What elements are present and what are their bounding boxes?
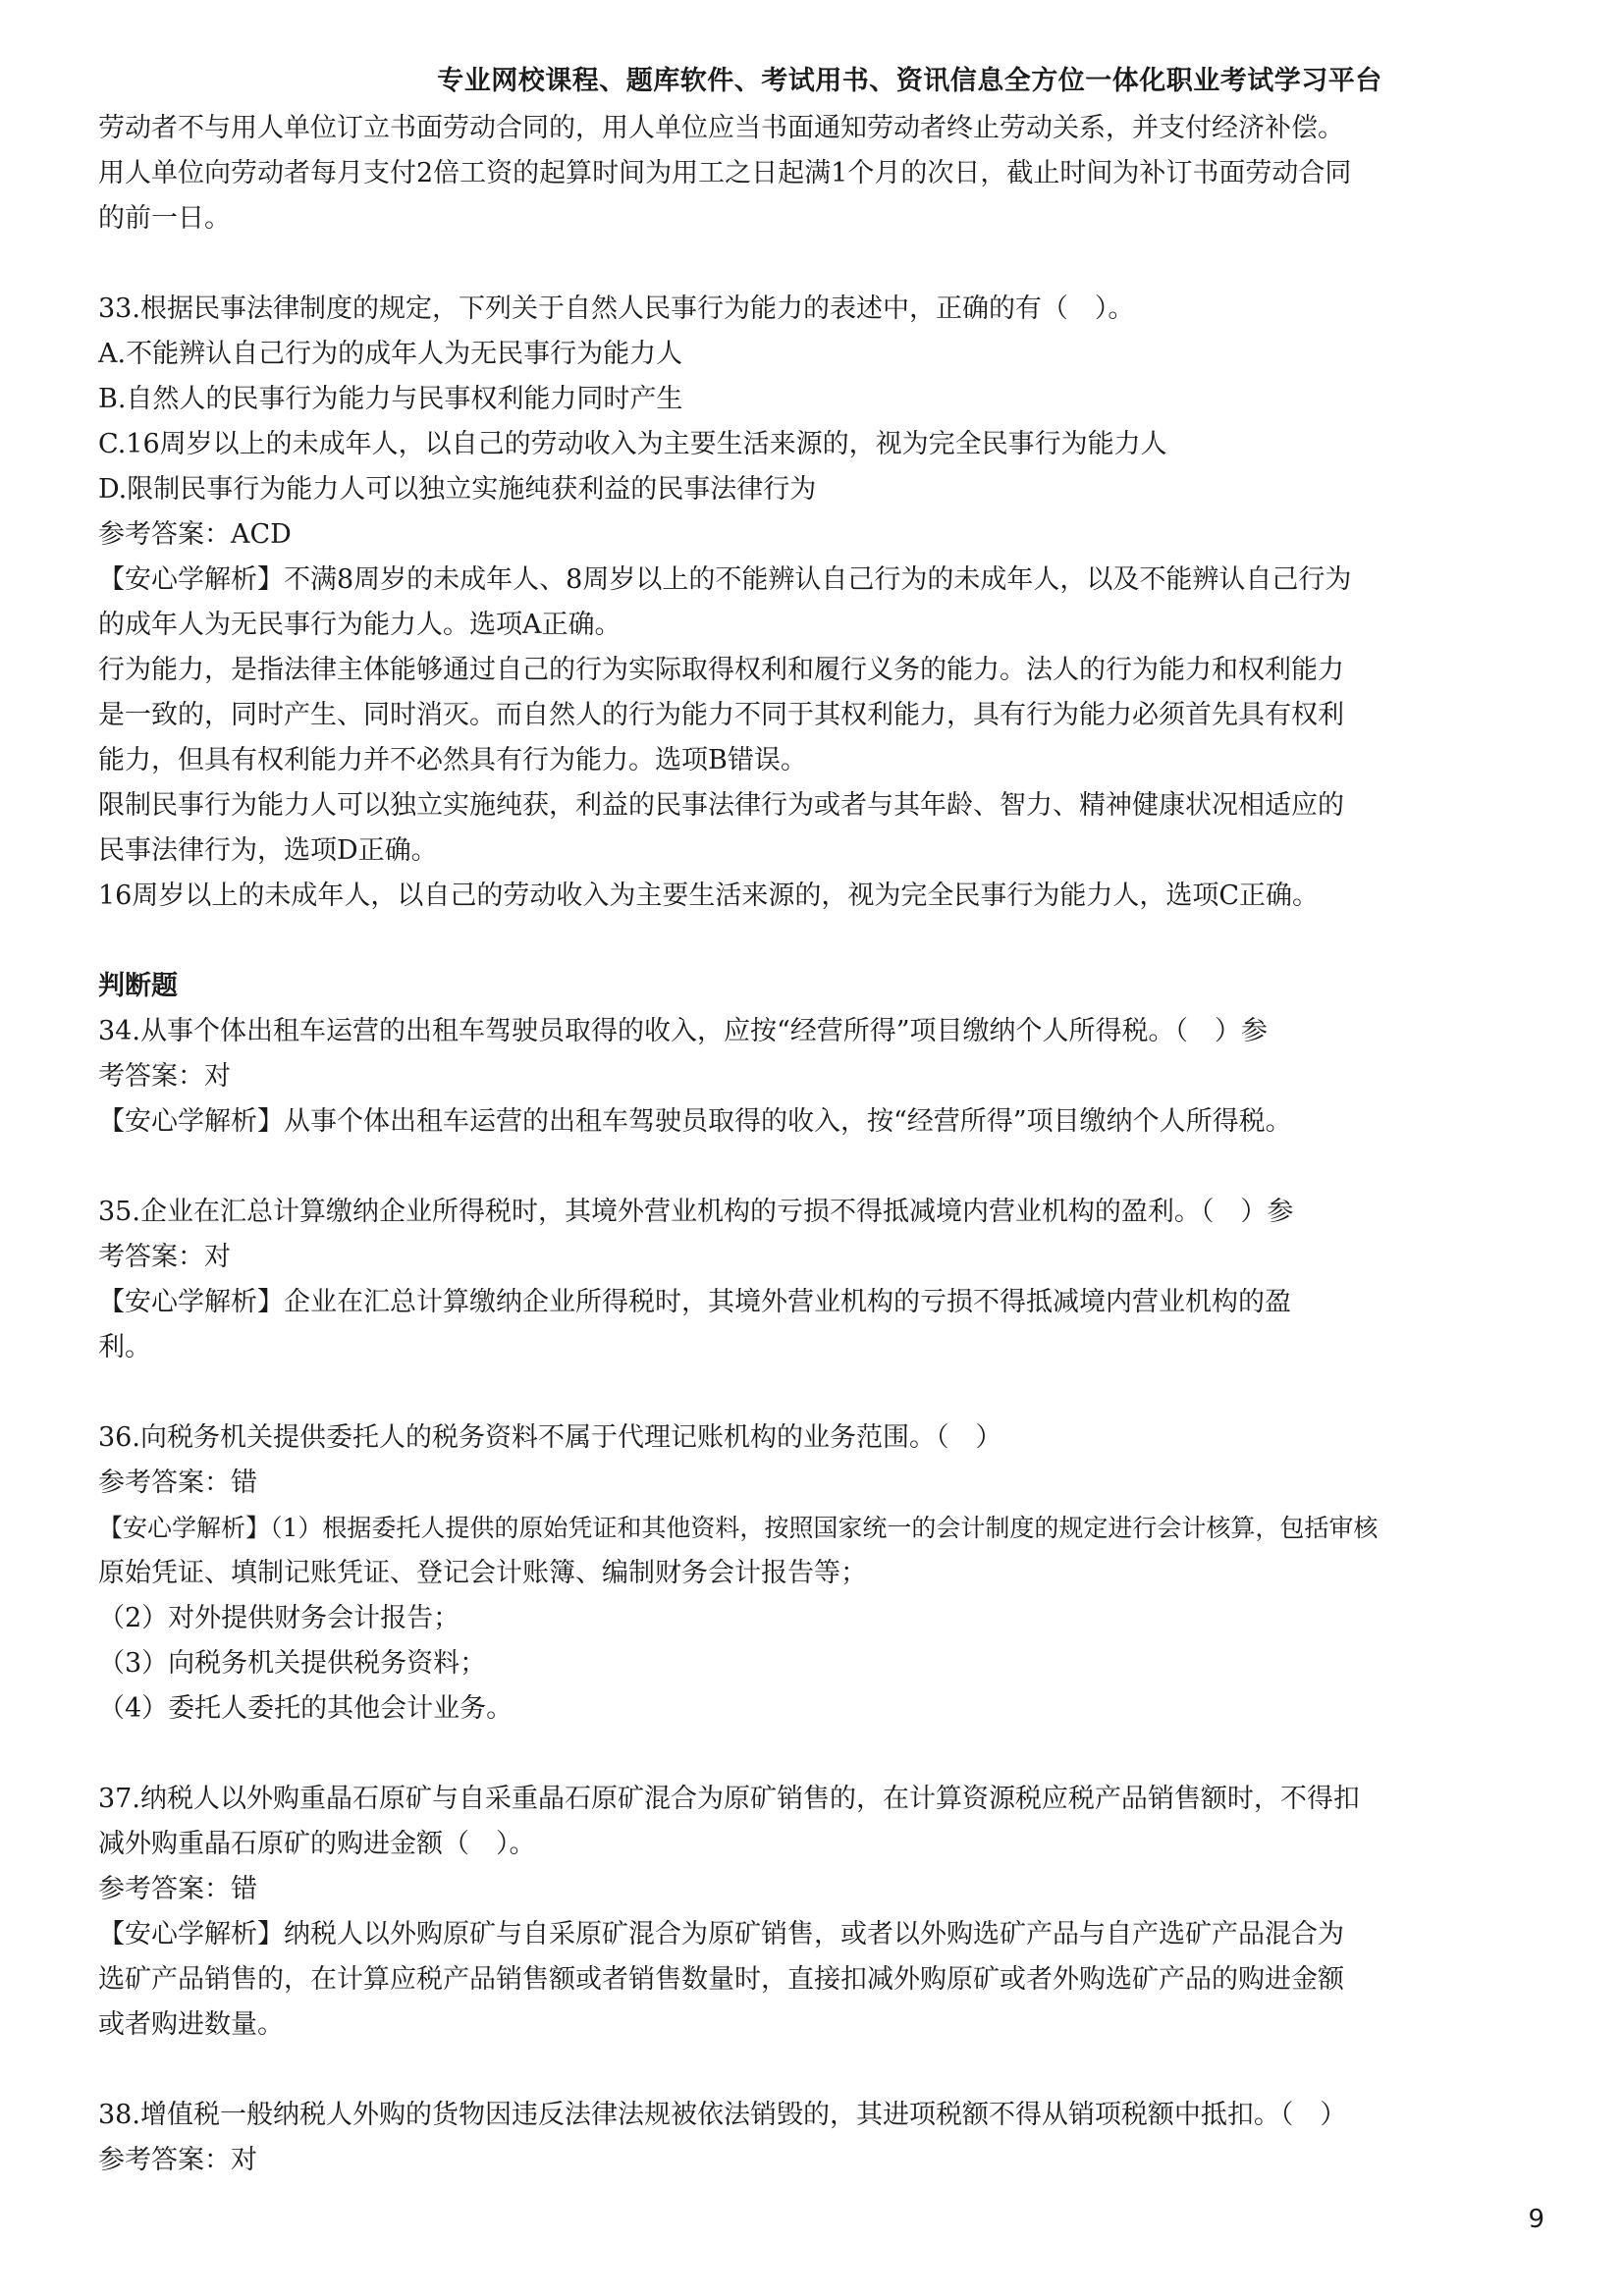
option-b: B.自然人的民事行为能力与民事权利能力同时产生: [98, 384, 683, 414]
section-title: 判断题: [98, 971, 178, 1001]
page-header: 专业网校课程、题库软件、考试用书、资讯信息全方位一体化职业考试学习平台: [437, 66, 1382, 96]
analysis-line: 的成年人为无民事行为能力人。选项A正确。: [98, 610, 622, 640]
question-36: [98, 1415, 1532, 1732]
text-line: 的前一日。: [98, 203, 231, 234]
text-line: 38.增值税一般纳税人外购的货物因违反法律法规被依法销毁的，其进项税额不得从销项税额中抵扣。（ ）: [98, 2100, 1347, 2130]
analysis-line: 16周岁以上的未成年人，以自己的劳动收入为主要生活来源的，视为完全民事行为能力人，选项C正确。: [98, 881, 1320, 911]
analysis-line: 是一致的，同时产生、同时消灭。而自然人的行为能力不同于其权利能力，具有行为能力必须首先具有权利: [98, 700, 1344, 730]
page-number: 9: [1528, 2205, 1544, 2234]
text-line: 利。: [98, 1332, 151, 1362]
text-line: 减外购重晶石原矿的购进金额（ ）。: [98, 1829, 536, 1859]
text-line: （2）对外提供财务会计报告；: [98, 1603, 460, 1633]
option-d: D.限制民事行为能力人可以独立实施纯获利益的民事法律行为: [98, 474, 817, 505]
question-33: [98, 287, 1532, 919]
text-line: 【安心学解析】（1）根据委托人提供的原始凭证和其他资料，按照国家统一的会计制度的规定进行会计核算，包括审核: [98, 1514, 1379, 1542]
option-c: C.16周岁以上的未成年人，以自己的劳动收入为主要生活来源的，视为完全民事行为能力人: [98, 429, 1167, 459]
text-line: 36.向税务机关提供委托人的税务资料不属于代理记账机构的业务范围。（ ）: [98, 1422, 1002, 1453]
text-line: 选矿产品销售的，在计算应税产品销售额或者销售数量时，直接扣减外购原矿或者外购选矿产品的购进金额: [98, 1964, 1344, 1995]
analysis-line: 行为能力，是指法律主体能够通过自己的行为实际取得权利和履行义务的能力。法人的行为能力和权利能力: [98, 655, 1344, 685]
text-line: 或者购进数量。: [98, 2009, 284, 2040]
text-line: （4）委托人委托的其他会计业务。: [98, 1693, 514, 1724]
text-line: 34.从事个体出租车运营的出租车驾驶员取得的收入，应按“经营所得”项目缴纳个人所得税。（ ）参: [98, 1016, 1269, 1046]
text-line: 参考答案：错: [98, 1468, 257, 1498]
question-text: 33.根据民事法律制度的规定，下列关于自然人民事行为能力的表述中，正确的有（ ）。: [98, 294, 1135, 324]
text-line: （3）向税务机关提供税务资料；: [98, 1648, 487, 1679]
text-line: 考答案：对: [98, 1242, 231, 1272]
document-body: [98, 106, 1532, 2183]
text-line: 参考答案：错: [98, 1874, 257, 1904]
question-35: [98, 1190, 1532, 1370]
text-line: 用人单位向劳动者每月支付2倍工资的起算时间为用工之日起满1个月的次日，截止时间为补订书面劳动合同: [98, 158, 1352, 188]
text-line: 【安心学解析】企业在汇总计算缴纳企业所得税时，其境外营业机构的亏损不得抵减境内营业机构的盈: [98, 1287, 1291, 1317]
question-37: [98, 1777, 1532, 2048]
analysis-line: 能力，但具有权利能力并不必然具有行为能力。选项B错误。: [98, 745, 807, 775]
text-line: 考答案：对: [98, 1061, 231, 1092]
text-line: 【安心学解析】纳税人以外购原矿与自采原矿混合为原矿销售，或者以外购选矿产品与自产选矿产品混合为: [98, 1919, 1344, 1949]
analysis-line: 民事法律行为，选项D正确。: [98, 835, 438, 866]
analysis-line: 【安心学解析】不满8周岁的未成年人、8周岁以上的不能辨认自己行为的未成年人，以及不能辨认自己行为: [98, 564, 1352, 595]
text-line: 37.纳税人以外购重晶石原矿与自采重晶石原矿混合为原矿销售的，在计算资源税应税产品销售额时，不得扣: [98, 1784, 1360, 1814]
text-line: 【安心学解析】从事个体出租车运营的出租车驾驶员取得的收入，按“经营所得”项目缴纳个人所得税。: [98, 1106, 1292, 1137]
text-line: 原始凭证、填制记账凭证、登记会计账簿、编制财务会计报告等；: [98, 1558, 867, 1588]
analysis-line: 限制民事行为能力人可以独立实施纯获，利益的民事法律行为或者与其年龄、智力、精神健康状况相适应的: [98, 790, 1344, 821]
answer-line: 参考答案：ACD: [98, 519, 292, 550]
text-line: 劳动者不与用人单位订立书面劳动合同的，用人单位应当书面通知劳动者终止劳动关系，并支付经济补偿。: [98, 113, 1344, 143]
question-34: [98, 1009, 1532, 1145]
question-38: [98, 2093, 1532, 2183]
text-line: 参考答案：对: [98, 2145, 257, 2175]
intro-block: [98, 106, 1532, 241]
option-a: A.不能辨认自己行为的成年人为无民事行为能力人: [98, 339, 683, 369]
text-line: 35.企业在汇总计算缴纳企业所得税时，其境外营业机构的亏损不得抵减境内营业机构的盈利。（ ）参: [98, 1197, 1294, 1227]
